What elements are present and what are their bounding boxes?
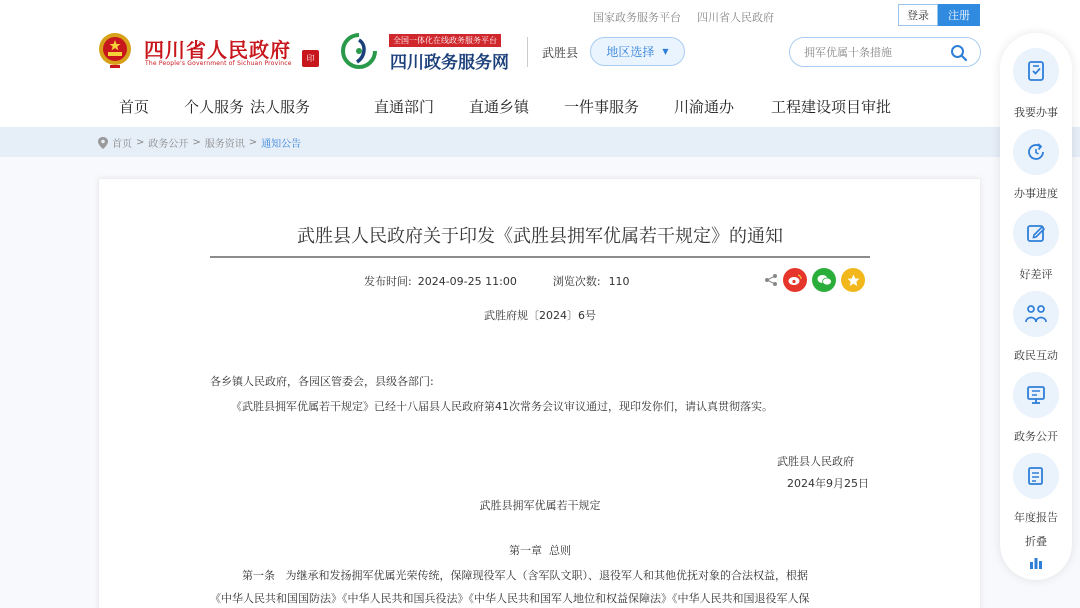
main-nav [119, 96, 891, 117]
bar-chart-icon [1029, 557, 1043, 569]
float-item-progress[interactable] [1013, 129, 1059, 201]
breadcrumb-notices[interactable]: 通知公告 [261, 139, 302, 150]
signer: 武胜县人民政府 [777, 455, 854, 468]
national-emblem-icon [98, 31, 132, 69]
people-interaction-icon [1013, 291, 1059, 337]
report-icon [1013, 453, 1059, 499]
article-meta [364, 273, 630, 289]
gov-name[interactable]: 四川省人民政府 [144, 38, 291, 62]
body-paragraph: 《武胜县拥军优属若干规定》已经十八届县人民政府第41次常务会议审议通过，现印发你们，请认真贯彻落实。 [231, 400, 773, 413]
breadcrumb-home[interactable]: 首页 [112, 139, 132, 150]
nav-item-personal[interactable]: 个人服务 [184, 98, 245, 116]
service-platform-tag: 全国一体化在线政务服务平台 [389, 34, 501, 47]
breadcrumb: 首页 > 政务公开 > 服务资讯 > 通知公告 [98, 135, 301, 150]
views-label: 浏览次数: [552, 275, 601, 288]
nav-item-departments[interactable]: 直通部门 [374, 98, 435, 116]
float-item-open-gov[interactable] [1013, 372, 1059, 444]
float-item-label: 年度报告 [1014, 511, 1058, 524]
clipboard-check-icon [1013, 48, 1059, 94]
edit-icon [1013, 210, 1059, 256]
float-item-interaction[interactable] [1013, 291, 1059, 363]
search-box [789, 37, 981, 67]
region-select-button[interactable] [590, 37, 685, 66]
publish-time: 2024-09-25 11:00 [417, 275, 517, 288]
collapse-label: 折叠 [1025, 535, 1047, 548]
region-select-label: 地区选择 [606, 45, 655, 59]
location-pin-icon [98, 137, 108, 149]
nav-item-construction[interactable]: 工程建设项目审批 [771, 98, 892, 116]
seal-icon: 印 [302, 50, 319, 67]
search-input[interactable] [804, 46, 944, 59]
article-one-continued: 《中华人民共和国国防法》《中华人民共和国兵役法》《中华人民共和国军人地位和权益保障法》《中华人民共和国退役军人保 [210, 592, 810, 605]
collapse-button[interactable] [1013, 533, 1059, 569]
caret-down-icon: ▼ [662, 47, 669, 56]
service-logo-icon [340, 32, 378, 70]
float-item-label: 政民互动 [1014, 349, 1058, 362]
nav-item-legal-person[interactable]: 法人服务 [250, 98, 311, 116]
float-item-label: 办事进度 [1014, 187, 1058, 200]
breadcrumb-open-gov[interactable]: 政务公开 [148, 139, 189, 150]
view-count: 110 [608, 275, 630, 288]
nav-item-home[interactable]: 首页 [119, 98, 150, 116]
register-button[interactable]: 注册 [938, 4, 980, 26]
float-item-rating[interactable] [1013, 210, 1059, 282]
login-button[interactable]: 登录 [898, 4, 938, 26]
article-title: 武胜县人民政府关于印发《武胜县拥军优属若干规定》的通知 [297, 226, 783, 247]
share-bar [764, 268, 865, 292]
addressee: 各乡镇人民政府，各园区管委会，县级各部门: [210, 375, 434, 388]
gov-name-en: The People's Government of Sichuan Province [145, 60, 292, 67]
float-item-do-business[interactable] [1013, 48, 1059, 120]
refresh-progress-icon [1013, 129, 1059, 175]
top-links [593, 9, 774, 25]
auth-buttons [898, 4, 980, 26]
document-number: 武胜府规〔2024〕6号 [484, 309, 596, 322]
breadcrumb-service-news[interactable]: 服务资讯 [204, 139, 245, 150]
float-item-annual-report[interactable] [1013, 453, 1059, 525]
sichuan-gov-link[interactable]: 四川省人民政府 [697, 11, 774, 24]
publish-label: 发布时间: [364, 275, 412, 288]
float-item-label: 好差评 [1019, 268, 1053, 281]
nav-item-chuanyu[interactable]: 川渝通办 [674, 98, 735, 116]
monitor-icon [1013, 372, 1059, 418]
float-item-label: 政务公开 [1014, 430, 1058, 443]
favorite-star-icon[interactable] [841, 268, 865, 292]
sign-date: 2024年9月25日 [787, 477, 869, 490]
header-divider [527, 37, 528, 67]
service-site-name[interactable]: 四川政务服务网 [390, 53, 509, 73]
nav-item-one-thing[interactable]: 一件事服务 [564, 98, 640, 116]
county-name: 武胜县 [542, 46, 579, 60]
chapter-heading: 第一章 总则 [509, 544, 571, 557]
national-platform-link[interactable]: 国家政务服务平台 [593, 11, 681, 24]
article-one: 第一条 为继承和发扬拥军优属光荣传统，保障现役军人（含军队文职）、退役军人和其他优抚对象的合法权益，根据 [242, 569, 808, 582]
weibo-share-icon[interactable] [783, 268, 807, 292]
wechat-share-icon[interactable] [812, 268, 836, 292]
title-divider [210, 256, 870, 258]
share-icon[interactable] [764, 273, 778, 287]
regulation-title: 武胜县拥军优属若干规定 [479, 499, 601, 512]
float-item-label: 我要办事 [1014, 106, 1058, 119]
nav-item-towns[interactable]: 直通乡镇 [469, 98, 530, 116]
search-icon[interactable] [950, 44, 968, 62]
